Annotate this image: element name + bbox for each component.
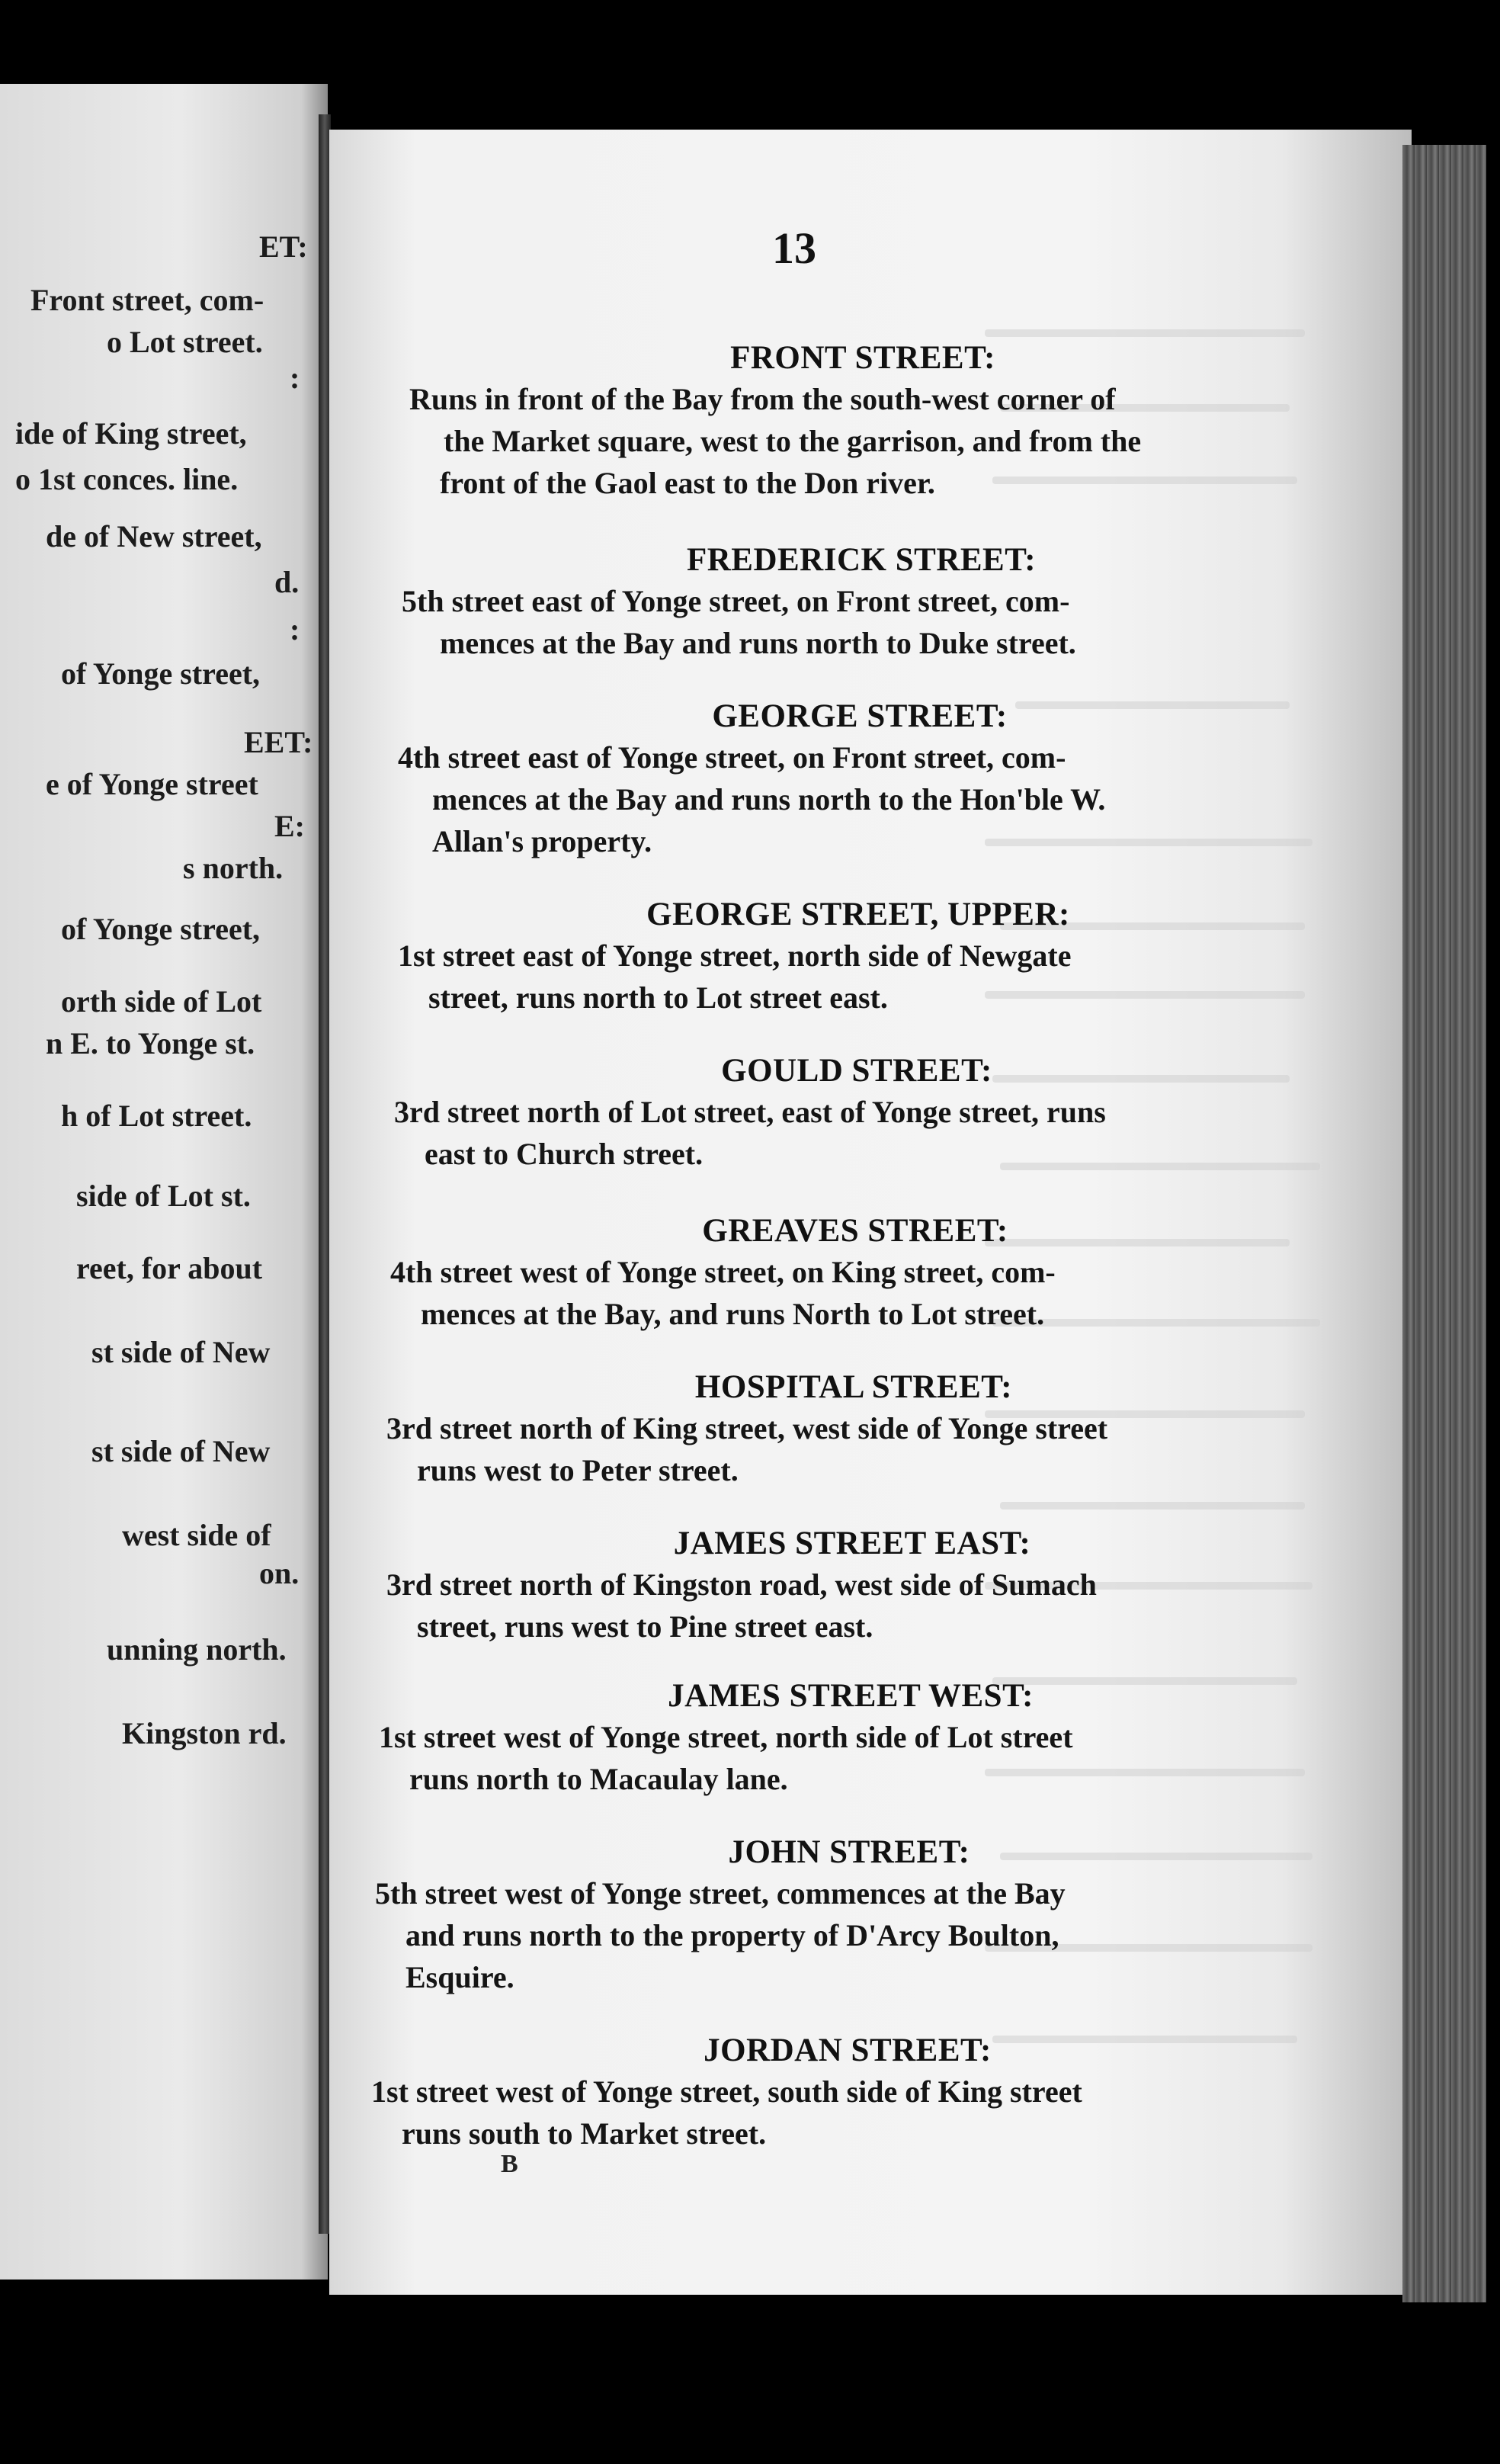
entry-text-line: Esquire. [405,1960,514,1994]
entry-heading: JAMES STREET EAST: [673,1526,1031,1561]
entry-heading: JORDAN STREET: [704,2032,992,2068]
left-facing-page [0,84,328,2280]
entry-text-line: 1st street east of Yonge street, north side of Newgate [398,938,1072,973]
entry-heading: FREDERICK STREET: [686,542,1037,578]
entry-text-line: 3rd street north of Lot street, east of Yonge street, runs [394,1095,1106,1129]
entry-heading: GEORGE STREET, UPPER: [646,897,1070,932]
left-page-text-fragment: st side of New [91,1335,271,1369]
left-page-text-fragment: Kingston rd. [122,1716,287,1750]
entry-text-line: 4th street east of Yonge street, on Front street, com- [398,740,1066,775]
left-page-text-fragment: d. [274,565,300,599]
entry-text-line: front of the Gaol east to the Don river. [440,466,935,500]
entry-text-line: runs west to Peter street. [417,1453,739,1487]
entry-text-line: mences at the Bay and runs north to the Hon'ble W. [432,782,1106,817]
page-number: 13 [772,223,816,273]
left-page-text-fragment: EET: [244,725,313,759]
entry-text-line: mences at the Bay and runs north to Duke street. [440,626,1076,660]
left-page-text-fragment: unning north. [107,1632,287,1667]
entry-text-line: 5th street east of Yonge street, on Front street, com- [402,584,1070,618]
entry-text-line: mences at the Bay, and runs North to Lot street. [421,1297,1045,1331]
left-page-text-fragment: orth side of Lot [61,984,262,1019]
left-page-text-fragment: : [290,612,300,646]
left-page-text-fragment: h of Lot street. [61,1099,252,1133]
entry-text-line: street, runs west to Pine street east. [417,1609,873,1644]
entry-heading: JAMES STREET WEST: [668,1678,1034,1714]
entry-heading: GOULD STREET: [721,1053,992,1089]
left-page-text-fragment: de of New street, [46,519,262,553]
left-page-text-fragment: west side of [122,1518,271,1552]
entry-text-line: 1st street west of Yonge street, north side of Lot street [379,1720,1073,1754]
entry-heading: HOSPITAL STREET: [694,1369,1013,1405]
entry-text-line: 1st street west of Yonge street, south side of King street [371,2074,1082,2109]
left-page-text-fragment: on. [259,1556,300,1590]
left-page-text-fragment: ide of King street, [15,416,247,451]
entry-text-line: 3rd street north of King street, west side of Yonge street [386,1411,1108,1445]
entry-text-line: 3rd street north of Kingston road, west side of Sumach [386,1567,1097,1602]
entry-text-line: Allan's property. [432,824,652,858]
left-page-text-fragment: reet, for about [76,1251,263,1285]
entry-text-line: runs south to Market street. [402,2116,767,2151]
left-page-text-fragment: o Lot street. [107,325,263,359]
left-page-text-fragment: e of Yonge street [46,767,258,801]
left-page-text-fragment: ET: [259,229,308,264]
entry-text-line: 4th street west of Yonge street, on King street, com- [390,1255,1056,1289]
left-page-text-fragment: st side of New [91,1434,271,1468]
left-page-text-fragment: : [290,361,300,395]
entry-text-line: street, runs north to Lot street east. [428,980,888,1015]
entry-text-line: the Market square, west to the garrison, and from the [444,424,1142,458]
entry-text-line: and runs north to the property of D'Arcy Boulton, [405,1918,1059,1952]
signature-mark: B [501,2150,518,2178]
left-page-text-fragment: side of Lot st. [76,1179,251,1213]
page-13 [329,130,1412,2295]
entry-text-line: Runs in front of the Bay from the south-west corner of [409,382,1116,416]
entry-heading: JOHN STREET: [728,1834,970,1870]
left-page-text-fragment: of Yonge street, [61,912,261,946]
left-page-text-fragment: E: [274,809,305,843]
entry-text-line: runs north to Macaulay lane. [409,1762,788,1796]
entry-text-line: 5th street west of Yonge street, commences at the Bay [375,1876,1066,1911]
entry-heading: GREAVES STREET: [702,1213,1008,1249]
entry-text-line: east to Church street. [425,1137,704,1171]
entry-heading: FRONT STREET: [730,340,995,376]
left-page-text-fragment: Front street, com- [30,283,264,317]
left-page-text-fragment: n E. to Yonge st. [46,1026,255,1060]
entry-heading: GEORGE STREET: [712,698,1008,734]
left-page-text-fragment: o 1st conces. line. [15,462,239,496]
book-page-edges [1402,145,1486,2302]
left-page-text-fragment: s north. [183,851,284,885]
left-page-text-fragment: of Yonge street, [61,656,261,691]
